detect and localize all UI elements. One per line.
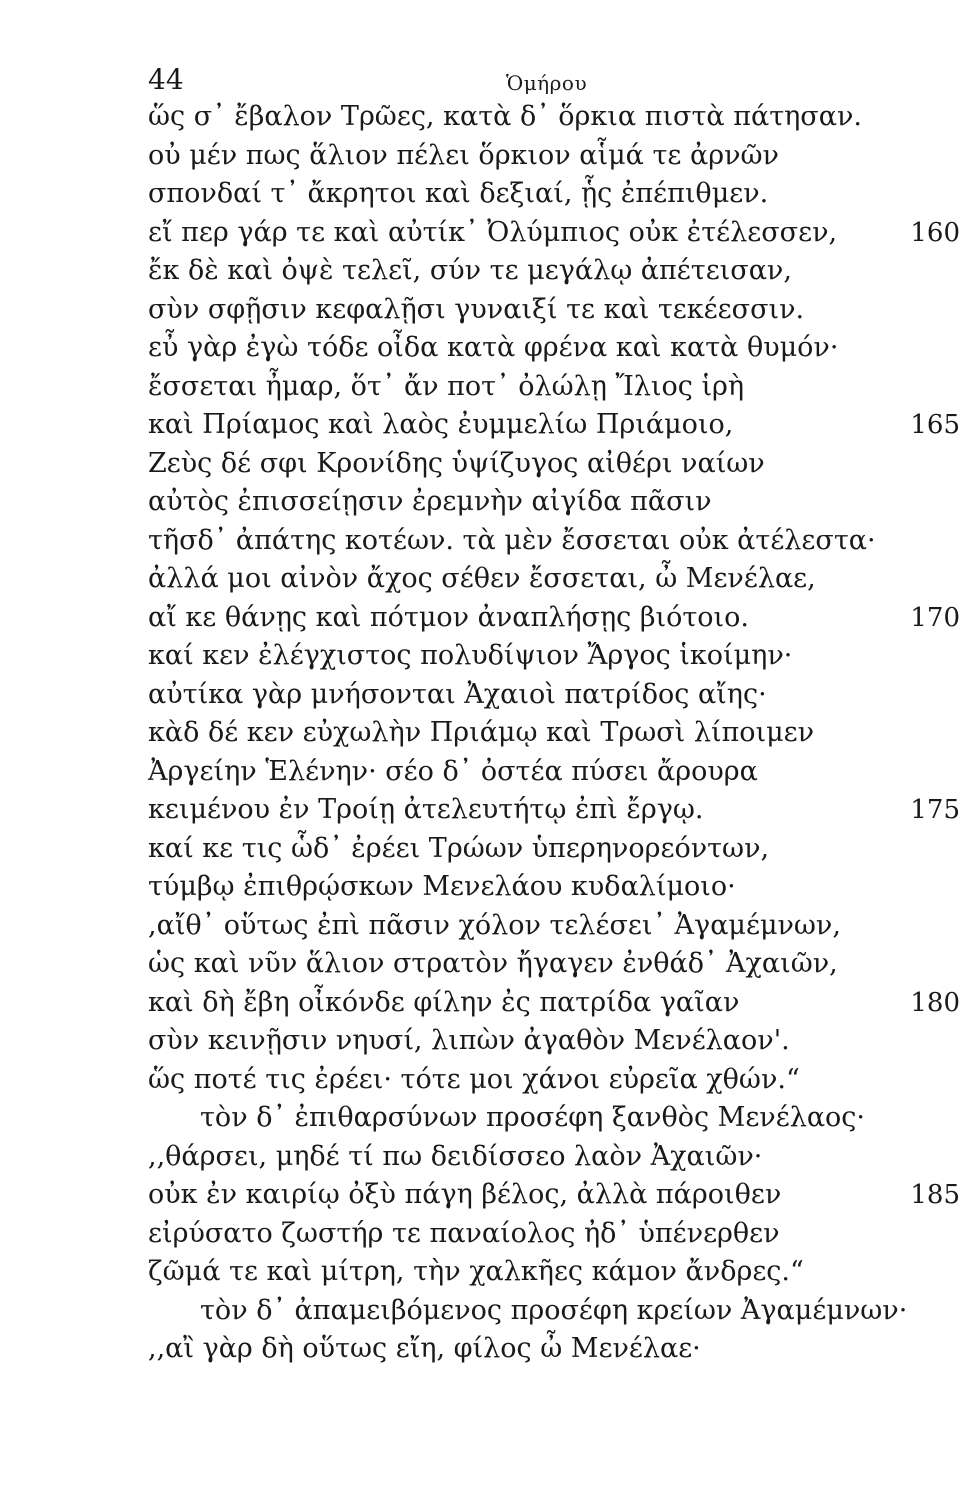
verse-line xyxy=(148,483,968,522)
verse-text: κὰδ δέ κεν εὐχωλὴν Πριάμῳ καὶ Τρωσὶ λίποιμεν xyxy=(148,717,815,748)
verse-text: αὐτὸς ἐπισσείῃσιν ἐρεμνὴν αἰγίδα πᾶσιν xyxy=(148,486,712,517)
line-number: 170 xyxy=(910,602,960,633)
line-number: 185 xyxy=(910,1180,960,1210)
verse-text: ἔσσεται ἦμαρ, ὅτ᾽ ἄν ποτ᾽ ὀλώλῃ Ἴλιος ἱρὴ xyxy=(148,370,745,402)
verse-text: καὶ δὴ ἔβη οἶκόνδε φίλην ἐς πατρίδα γαῖαν xyxy=(148,986,740,1018)
verse-text: ὥς σ᾽ ἔβαλον Τρῶες, κατὰ δ᾽ ὅρκια πιστὰ πάτησαν. xyxy=(148,101,862,132)
line-number: 165 xyxy=(910,410,960,440)
verse-line xyxy=(148,1215,968,1254)
verse-line xyxy=(148,637,968,676)
verse-line xyxy=(148,714,968,753)
verse-line xyxy=(148,214,968,253)
verse-line xyxy=(148,1176,968,1215)
verse-line xyxy=(148,137,968,176)
verse-line xyxy=(148,1138,968,1177)
verse-text: Ζεὺς δέ σφι Κρονίδης ὑψίζυγος αἰθέρι ναίων xyxy=(148,447,765,479)
verse-line xyxy=(148,1292,968,1331)
verse-text: καί κε τις ὧδ᾽ ἐρέει Τρώων ὑπερηνορεόντων, xyxy=(148,832,770,864)
verse-line xyxy=(148,1099,968,1138)
verse-text: εὖ γὰρ ἐγὼ τόδε οἶδα κατὰ φρένα καὶ κατὰ θυμόν· xyxy=(148,332,839,363)
verse-text: οὐκ ἐν καιρίῳ ὀξὺ πάγη βέλος, ἀλλὰ πάροιθεν xyxy=(148,1179,782,1210)
running-title: Ὁμήρου xyxy=(506,71,588,95)
verse-text: αἴ κε θάνῃς καὶ πότμον ἀναπλήσῃς βιότοιο. xyxy=(148,601,749,633)
verse-text: σὺν κεινῇσιν νηυσί, λιπὼν ἀγαθὸν Μενέλαον'. xyxy=(148,1025,790,1056)
verse-text: τὸν δ᾽ ἐπιθαρσύνων προσέφη ξανθὸς Μενέλαος· xyxy=(200,1102,866,1133)
verse-line xyxy=(148,406,968,445)
verse-line xyxy=(148,830,968,869)
verse-text: εἴ περ γάρ τε καὶ αὐτίκ᾽ Ὀλύμπιος οὐκ ἐτέλεσσεν, xyxy=(148,216,838,248)
verse-text: τὸν δ᾽ ἀπαμειβόμενος προσέφη κρείων Ἀγαμέμνων· xyxy=(200,1294,908,1326)
verse-text: ὡς καὶ νῦν ἅλιον στρατὸν ἤγαγεν ἐνθάδ᾽ Ἀχαιῶν, xyxy=(148,948,838,979)
verse-text: καί κεν ἐλέγχιστος πολυδίψιον Ἄργος ἱκοίμην· xyxy=(148,640,793,671)
verse-text: ,,αἲ γὰρ δὴ οὕτως εἴη, φίλος ὦ Μενέλαε· xyxy=(148,1333,701,1364)
verse-line xyxy=(148,753,968,792)
verse-lines xyxy=(148,98,968,1369)
verse-line xyxy=(148,599,968,638)
verse-text: ,αἴθ᾽ οὕτως ἐπὶ πᾶσιν χόλον τελέσει᾽ Ἀγαμέμνων, xyxy=(148,909,841,941)
line-number: 160 xyxy=(910,217,960,248)
verse-line xyxy=(148,984,968,1023)
verse-line xyxy=(148,175,968,214)
verse-line xyxy=(148,329,968,368)
verse-text: τῆσδ᾽ ἀπάτης κοτέων. τὰ μὲν ἔσσεται οὐκ ἀτέλεστα· xyxy=(148,524,876,556)
page-number: 44 xyxy=(148,63,184,96)
verse-text: ,,θάρσει, μηδέ τί πω δειδίσσεο λαὸν Ἀχαιῶν· xyxy=(148,1140,763,1172)
verse-line xyxy=(148,560,968,599)
verse-line xyxy=(148,1330,968,1369)
verse-line xyxy=(148,1061,968,1100)
verse-text: ἔκ δὲ καὶ ὀψὲ τελεῖ, σύν τε μεγάλῳ ἀπέτεισαν, xyxy=(148,255,792,286)
verse-line xyxy=(148,945,968,984)
verse-text: σπονδαί τ᾽ ἄκρητοι καὶ δεξιαί, ᾗς ἐπέπιθμεν. xyxy=(148,178,769,209)
verse-line xyxy=(148,676,968,715)
verse-text: αὐτίκα γὰρ μνήσονται Ἀχαιοὶ πατρίδος αἴης· xyxy=(148,678,767,710)
verse-line xyxy=(148,291,968,330)
verse-text: σὺν σφῇσιν κεφαλῇσι γυναιξί τε καὶ τεκέεσσιν. xyxy=(148,293,805,325)
verse-line xyxy=(148,791,968,830)
verse-line xyxy=(148,868,968,907)
line-number: 175 xyxy=(910,795,960,825)
verse-line xyxy=(148,1022,968,1061)
verse-line xyxy=(148,368,968,407)
verse-line xyxy=(148,252,968,291)
verse-text: κειμένου ἐν Τροίῃ ἀτελευτήτῳ ἐπὶ ἔργῳ. xyxy=(148,794,704,825)
verse-text: Ἀργείην Ἑλένην· σέο δ᾽ ὀστέα πύσει ἄρουρα xyxy=(148,755,758,787)
verse-line xyxy=(148,907,968,946)
verse-text: τύμβῳ ἐπιθρῴσκων Μενελάου κυδαλίμοιο· xyxy=(148,871,736,902)
verse-line xyxy=(148,1253,968,1292)
verse-text: εἰρύσατο ζωστήρ τε παναίολος ἠδ᾽ ὑπένερθεν xyxy=(148,1217,780,1249)
verse-text: ζῶμά τε καὶ μίτρη, τὴν χαλκῆες κάμον ἄνδρες.“ xyxy=(148,1256,804,1287)
verse-text: οὐ μέν πως ἅλιον πέλει ὅρκιον αἷμά τε ἀρνῶν xyxy=(148,139,779,171)
verse-line xyxy=(148,445,968,484)
line-number: 180 xyxy=(910,987,960,1018)
verse-text: καὶ Πρίαμος καὶ λαὸς ἐυμμελίω Πριάμοιο, xyxy=(148,409,734,440)
verse-text: ὥς ποτέ τις ἐρέει· τότε μοι χάνοι εὐρεῖα χθών.“ xyxy=(148,1063,800,1095)
verse-line xyxy=(148,522,968,561)
verse-text: ἀλλά μοι αἰνὸν ἄχος σέθεν ἔσσεται, ὦ Μενέλαε, xyxy=(148,563,816,594)
verse-line xyxy=(148,98,968,137)
